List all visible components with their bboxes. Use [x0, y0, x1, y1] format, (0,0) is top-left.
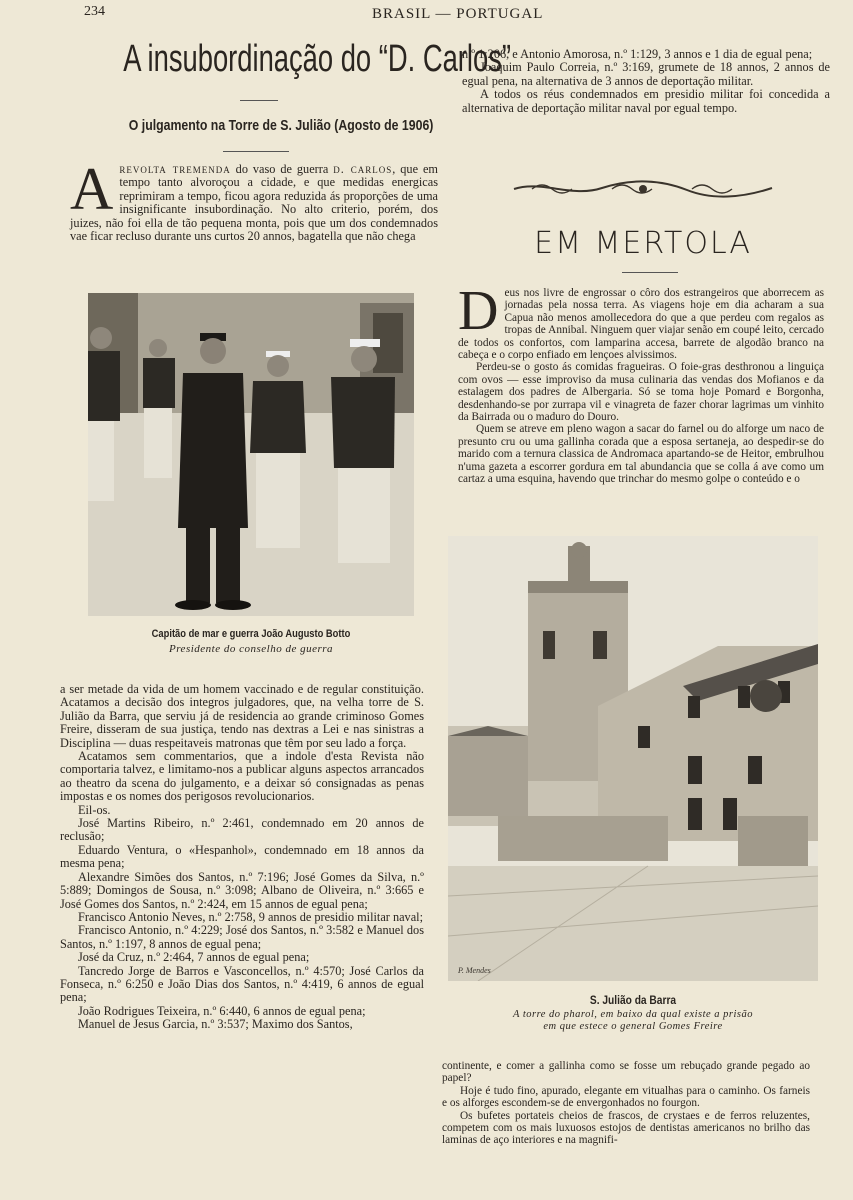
- mertola-divider: [622, 272, 678, 273]
- tower-caption-line-2: em que estece o general Gomes Freire: [543, 1021, 723, 1032]
- portrait-caption-title: Capitão de mar e guerra João Augusto Botto: [151, 628, 351, 640]
- portrait-photo: [88, 293, 414, 616]
- intro-smallcaps: revolta tremenda: [119, 162, 231, 176]
- intro-paragraph: [70, 156, 438, 244]
- ship-name: d. carlos: [333, 162, 393, 176]
- sentence-item: Francisco Antonio Neves, n.º 2:758, 9 annos de presidio militar naval;: [78, 909, 423, 924]
- photo-signature: P. Mendes: [458, 966, 491, 975]
- drop-cap: D: [458, 280, 499, 342]
- running-title: BRASIL — PORTUGAL: [372, 6, 544, 22]
- sentence-item: Manuel de Jesus Garcia, n.º 3:537; Maximo dos Santos,: [78, 1017, 353, 1032]
- sentence-item: Tancredo Jorge de Barros e Vasconcellos, n.º 4:570; José Carlos da Fonseca, n.º 6:250 e João Dias dos Santos, n.º 4:419, 6 annos de egual pena;: [60, 963, 424, 1005]
- subtitle-divider: [223, 151, 289, 152]
- sentence-item: Joaquim Paulo Correia, n.º 3:169, grumete de 18 annos, 2 annos de egual pena, na alternativa de 3 annos de deportação militar.: [462, 60, 830, 88]
- paragraph: Acatamos sem commentarios, que a indole d'esta Revista não comportaria talvez, e limitamo-nos a publicar alguns aspectos arrancados ao theatro da scena do julgamento, e a deixar só consignadas as penas impostas e os nomes dos perigosos revolucionarios.: [60, 749, 424, 804]
- sentence-item: José Martins Ribeiro, n.º 2:461, condemnado em 20 annos de reclusão;: [60, 816, 424, 844]
- paragraph: Quem se atreve em pleno wagon a sacar do farnel ou do alforge um naco de presunto cru ou uma gallinha corada que a esposa sertaneja, ao despedir-se do marido com a ternura classica de Andromaca apartando-se de Heitor, embrulhou n'uma gazeta a escorrer gordura em tal abundancia que se colla á ave como um cartaz a uma esquina, havendo que trinchar do mesmo golpe o conteúdo e o: [458, 423, 824, 486]
- ornament-divider: [512, 178, 774, 200]
- drop-cap: A: [70, 156, 114, 222]
- sentence-item: José da Cruz, n.º 2:464, 7 annos de egual pena;: [78, 950, 310, 965]
- tower-photo: [448, 536, 818, 981]
- mertola-title: EM MERTOLA: [534, 226, 752, 261]
- paragraph: eus nos livre de engrossar o côro dos estrangeiros que aborrecem as jornadas pela nossa terra. As viagens hoje em dia acharam a sua Capua não menos amollecedora do que a que perdeu com regalos as tropas de Annibal. Ninguem quer viajar senão em coupé leito, cercado de todos os confortos, com lamparina accesa, barrete de algodão branco na cabeça e o corpo enfiado em lençoes alvissimos.: [458, 287, 824, 362]
- portrait-photo-illustration: [88, 293, 414, 616]
- paragraph: A todos os réus condemnados em presidio militar foi concedida a alternativa de deportação militar naval por egual tempo.: [462, 87, 830, 115]
- sentence-item: Eduardo Ventura, o «Hespanhol», condemnado em 18 annos da mesma pena;: [60, 842, 424, 871]
- tower-photo-illustration: [448, 536, 818, 981]
- article-subtitle: O julgamento na Torre de S. Julião (Agosto de 1906): [128, 117, 434, 134]
- intro-text-2: , que em tempo tanto alvoroçou a cidade, e que medidas energicas reprimiram a tempo, ficou agora reduzida ás proporções de uma insignificante insubordinação. No alto criterio, porém, dos juizes, não foi ella de tão pequena monta, pois que um dos condemnados vae ficar recluso durante uns curtos 20 annos, bagatella que não chega: [70, 162, 438, 244]
- sentence-item: João Rodrigues Teixeira, n.º 6:440, 6 annos de egual pena;: [78, 1003, 366, 1018]
- judgement-text: [60, 683, 424, 1032]
- article-title: A insubordinação do “D. Carlos”: [123, 38, 511, 80]
- paragraph: Hoje é tudo fino, apurado, elegante em vitualhas para o caminho. Os farneis e os alforges escondem-se de envergonhados no fourgon.: [442, 1084, 810, 1110]
- sentence-item: n.º 1:206, e Antonio Amorosa, n.º 1:129, 3 annos e 1 dia de egual pena;: [462, 47, 813, 61]
- tower-caption-line-1: A torre do pharol, em baixo da qual existe a prisão: [512, 1009, 754, 1020]
- sentence-item: Alexandre Simões dos Santos, n.º 7:196; José Gomes da Silva, n.º 5:889; Domingos de Sousa, n.º 3:098; Albano de Oliveira, n.º 3:665 e José Gomes dos Santos, n.º 2:424, em 15 annos de egual pena;: [60, 869, 424, 911]
- paragraph: Perdeu-se o gosto ás comidas fragueiras. O foie-gras desthronou a linguiça com ovos — esse improviso da musa culinaria das vendas dos Mofianos e da estalagem dos padres de Albergaria. Só se toma hoje Pomard e Borgonha, desdenhando-se por zurrapa vil e vinagreta de fazer chorar lagrimas um vinhito da Bairrada ou o maduro do Douro.: [458, 361, 824, 424]
- tower-caption-title: S. Julião da Barra: [589, 993, 677, 1007]
- intro-text-1: do vaso de guerra: [230, 162, 334, 176]
- paragraph: Os bufetes portateis cheios de frascos, de crystaes e de ferros reluzentes, competem com os mais luxuosos estojos de dentistas americanos no brilho das laminas de aço interiores e na magnifi-: [442, 1109, 810, 1147]
- paragraph: continente, e comer a gallinha como se fosse um rebuçado grande pegado ao papel?: [442, 1060, 810, 1085]
- mertola-text: [458, 280, 824, 486]
- paragraph: Eil-os.: [78, 802, 111, 817]
- sentences-continued: [462, 48, 830, 115]
- portrait-caption-subtitle: Presidente do conselho de guerra: [168, 643, 334, 655]
- page-number: 234: [84, 4, 105, 19]
- mertola-text-continued: [442, 1060, 810, 1147]
- title-divider: [240, 100, 278, 101]
- sentence-item: Francisco Antonio, n.º 4:229; José dos Santos, n.º 3:582 e Manuel dos Santos, n.º 1:197, 8 annos de egual pena;: [60, 923, 424, 951]
- paragraph: a ser metade da vida de um homem vaccinado e de regular constituição. Acatamos a decisão dos integros julgadores, que, na velha torre de S. Julião da Barra, que serviu já de residencia ao grande criminoso Gomes Freire, disseram de sua justiça, tendo nas dextras a Lei e nas sinistras a Disciplina — duas respeitaveis matronas que têm por seu lado a força.: [60, 682, 424, 750]
